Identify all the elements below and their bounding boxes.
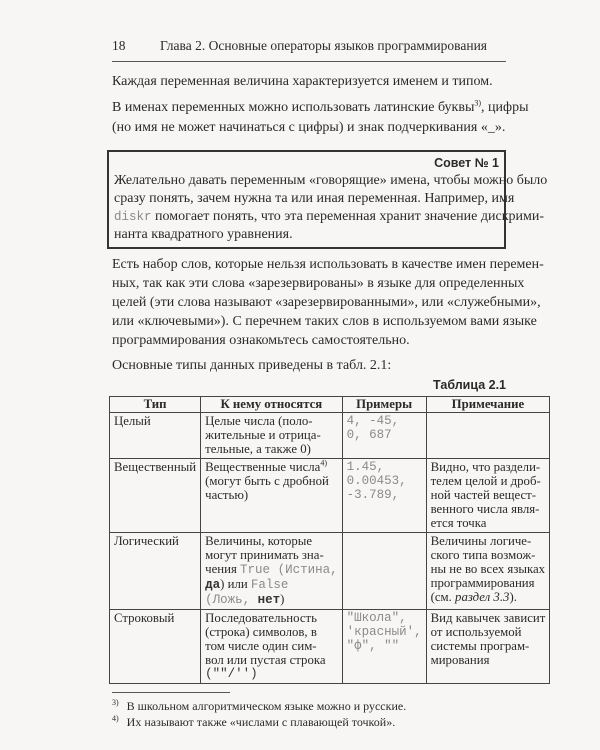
text: Видно, что раздели- [430,460,541,474]
data-types-table [109,396,550,684]
text: частью) [205,488,249,502]
tip-box [107,150,548,249]
text: ны не во всех языках [430,562,546,576]
table-header-row [110,397,550,413]
page-number: 18 [112,38,126,53]
text: чения [205,562,241,576]
text: (строка) символов, в [205,625,317,639]
text: могут принимать зна- [205,548,324,562]
note-cell [426,610,550,684]
text: , цифры [481,100,529,115]
text: Величины, которые [205,534,313,548]
footnote [112,699,506,713]
text: 4, -45, [346,414,400,428]
desc-cell [201,459,342,533]
text: помогает понять, что эта переменная хранит значение дискрими- [151,209,545,224]
table-caption: Таблица 2.1 [433,378,506,392]
text: ). [509,590,517,604]
type-cell: Целый [110,413,201,459]
text: ется точка [430,516,487,530]
paragraph-1: Каждая переменная величина характеризуется именем и типом. [112,74,493,89]
text: нанта квадратного уравнения. [114,227,293,242]
text: Вещественные числа [205,460,321,474]
desc-cell [201,533,342,610]
text: В именах переменных можно использовать латинские буквы [112,100,475,115]
type-cell: Логический [110,533,201,610]
code-da: да [205,578,221,592]
note-cell [426,533,550,610]
text: жительные и отрица- [205,428,321,442]
text: сразу понять, зачем нужна та или иная переменная. Например, имя [114,191,515,206]
text: венного числа явля- [430,502,540,516]
footnote-text: Их называют также «числами с плавающей точкой». [126,715,396,729]
examples-cell [342,533,426,610]
footnote-separator [112,692,230,693]
examples-cell [342,413,426,459]
column-header: Тип [110,397,201,413]
text: ) или [220,577,251,591]
table-row [110,459,550,533]
text: 0.00453, [346,474,407,488]
text: Желательно давать переменным «говорящие» имена, чтобы можно было [114,173,548,188]
footnote-mark: 3) [112,698,119,707]
paragraph-4: Основные типы данных приведены в табл. 2.1: [112,358,392,373]
code-true: True [240,563,271,577]
text: 0, 687 [346,428,392,442]
footnote-text: В школьном алгоритмическом языке можно и русские. [126,699,407,713]
text: тельные, а также 0) [205,442,311,456]
tip-title: Совет № 1 [434,156,499,170]
desc-cell [201,413,342,459]
text: ского типа возмож- [430,548,536,562]
section-reference: раздел 3.3 [455,590,510,604]
text: программирования [430,576,535,590]
text: Вид кавычек зависит [430,611,546,625]
text: телем целой и дроб- [430,474,541,488]
text: Последовательность [205,611,317,625]
text: (""/'') [205,667,258,681]
type-cell: Строковый [110,610,201,684]
text: (Истина, [270,563,338,577]
type-cell: Вещественный [110,459,201,533]
text: 1.45, [346,460,385,474]
code-false: False [250,578,289,592]
text: или «ключевыми»). С перечнем таких слов в используемом вами языке [112,314,537,329]
column-header: Примечание [426,397,550,413]
examples-cell [342,610,426,684]
examples-cell [342,459,426,533]
table-row [110,413,550,459]
text: Есть набор слов, которые нельзя использовать в качестве имен перемен- [112,257,544,272]
text: "Школа", [346,611,407,625]
footnote [112,715,506,729]
text: целей (эти слова называют «зарезервированными», или «служебными», [112,295,541,310]
text: Целые числа (поло- [205,414,313,428]
column-header: Примеры [342,397,426,413]
page-column [112,38,548,729]
footnote-ref: 3) [474,98,482,108]
text: (см. [430,590,456,604]
code-net: нет [257,593,281,607]
paragraph-3 [112,255,544,350]
table-row [110,610,550,684]
desc-cell [201,610,342,684]
footnote-mark: 4) [112,714,119,723]
text: мирования [430,653,490,667]
note-cell [426,459,550,533]
text: "ф", "" [346,639,400,653]
text: (могут быть с дробной [205,474,329,488]
text: том числе один сим- [205,639,317,653]
text: -3.789, [346,488,400,502]
text: ) [280,592,285,606]
text: Величины логиче- [430,534,532,548]
running-header [112,38,506,62]
text: от используемой [430,625,522,639]
code-diskr: diskr [114,210,152,224]
note-cell [426,413,550,459]
text: (но имя не может начинаться с цифры) и знак подчеркивания «_». [112,120,506,135]
text: ной частей вещест- [430,488,537,502]
text: программирования ознакомьтесь самостоятельно. [112,333,410,348]
table-row [110,533,550,610]
text: вол или пустая строка [205,653,326,667]
text: 'красный', [346,625,422,639]
column-header: К нему относятся [201,397,342,413]
text: ных, так как эти слова «зарезервированы» в языке для определенных [112,276,525,291]
text: системы програм- [430,639,530,653]
chapter-title: Глава 2. Основные операторы языков программирования [160,38,488,53]
text: (Ложь, [205,593,258,607]
paragraph-2 [112,98,529,138]
footnote-ref: 4) [320,458,328,468]
